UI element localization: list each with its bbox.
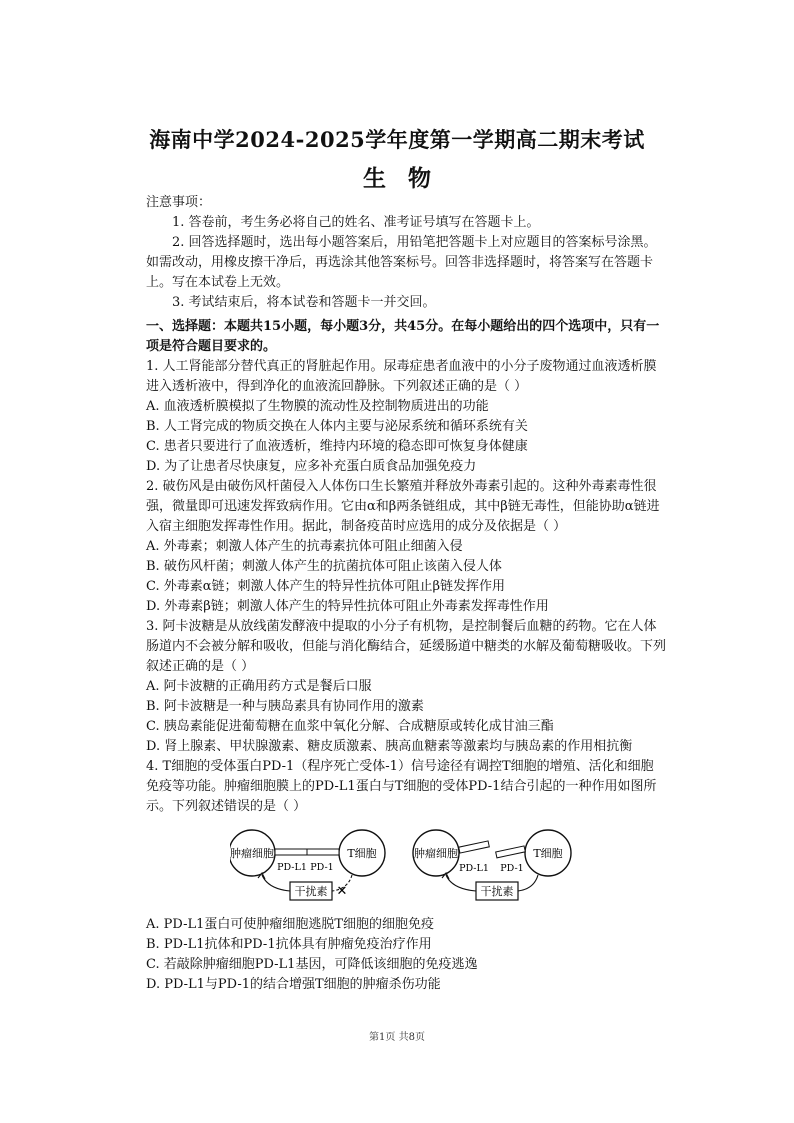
subject-title: 生物 [363,165,453,192]
interferon-label: 干扰素 [294,885,328,898]
note-item: 2. 回答选择题时，选出每小题答案后，用铅笔把答题卡上对应题目的答案标号涂黑。如需改动，用橡皮擦干净后，再选涂其他答案标号。回答非选择题时，将答案写在答题卡上。写在本试卷上无效。 [146,235,657,290]
option-b: B. 阿卡波糖是一种与胰岛素具有协同作用的激素 [146,699,424,714]
option-b: B. 人工肾完成的物质交换在人体内主要与泌尿系统和循环系统有关 [146,419,528,434]
option-c: C. 患者只要进行了血液透析，维持内环境的稳态即可恢复身体健康 [146,439,528,454]
arrow-from-tcell [518,875,538,891]
option-a: A. 外毒素；刺激人体产生的抗毒素抗体可阻止细菌入侵 [146,539,463,554]
pdl1-label: PD-L1 [459,863,489,874]
questions-block [146,317,666,995]
note-item: 1. 答卷前，考生务必将自己的姓名、准考证号填写在答题卡上。 [172,215,540,230]
question-stem: 2. 破伤风是由破伤风杆菌侵入人体伤口生长繁殖并释放外毒素引起的。这种外毒素毒性很强，微量即可迅速发挥致病作用。它由α和β两条链组成，其中β链无毒性，但能协助α链进入宿主细胞发挥毒性作用。据此，制备疫苗时应选用的成分及依据是（ ） [146,479,660,534]
arrow-to-tumor [262,875,290,891]
question-stem: 4. T细胞的受体蛋白PD-1（程序死亡受体-1）信号途径有调控T细胞的增殖、活化和细胞免疫等功能。肿瘤细胞膜上的PD-L1蛋白与T细胞的受体PD-1结合引起的一种作用如图所示。下列叙述错误的是（ ） [146,759,657,814]
notes-block [146,193,666,313]
pd1-figure [230,823,610,909]
pdl1-bar [275,849,307,855]
arrow-head [258,873,265,879]
option-d: D. 肾上腺素、甲状腺激素、糖皮质激素、胰高血糖素等激素均与胰岛素的作用相抗衡 [146,739,633,754]
note-item: 3. 考试结束后，将本试卷和答题卡一并交回。 [172,295,436,310]
option-d: D. PD-L1与PD-1的结合增强T细胞的肿瘤杀伤功能 [146,977,441,992]
option-c: C. 外毒素α链；刺激人体产生的特异性抗体可阻止β链发挥作用 [146,579,506,594]
pdl1-bar [459,841,490,853]
option-a: A. 血液透析膜模拟了生物膜的流动性及控制物质进出的功能 [146,399,489,414]
option-c: C. 胰岛素能促进葡萄糖在血浆中氧化分解、合成糖原或转化成甘油三酯 [146,719,554,734]
arrow-head [442,873,449,879]
pd1-bar [496,846,526,858]
pd1-label: PD-1 [310,862,334,873]
option-d: D. 外毒素β链；刺激人体产生的特异性抗体可阻止外毒素发挥毒性作用 [146,599,549,614]
question-stem: 1. 人工肾能部分替代真正的肾脏起作用。尿毒症患者血液中的小分子废物通过血液透析膜进入透析液中，得到净化的血液流回静脉。下列叙述正确的是（ ） [146,359,657,394]
arrow-to-tumor [446,875,476,891]
pdl1-label: PD-L1 [277,862,307,873]
question-stem: 3. 阿卡波糖是从放线菌发酵液中提取的小分子有机物，是控制餐后血糖的药物。它在人体肠道内不会被分解和吸收，但能与消化酶结合，延缓肠道中糖类的水解及葡萄糖吸收。下列叙述正确的是（ ） [146,619,667,674]
option-d: D. 为了让患者尽快康复，应多补充蛋白质食品加强免疫力 [146,459,477,474]
pd1-label: PD-1 [500,863,524,874]
interferon-label: 干扰素 [480,885,514,898]
option-a: A. 阿卡波糖的正确用药方式是餐后口服 [146,679,372,694]
tumor-cell-label: 肿瘤细胞 [230,847,274,860]
option-b: B. PD-L1抗体和PD-1抗体具有肿瘤免疫治疗作用 [146,937,432,952]
option-b: B. 破伤风杆菌；刺激人体产生的抗菌抗体可阻止该菌入侵人体 [146,559,502,574]
page-footer: 第1页 共8页 [369,1032,425,1043]
t-cell-label: T细胞 [347,847,377,860]
exam-title: 海南中学2024-2025学年度第一学期高二期末考试 [149,127,645,152]
section-heading: 一、选择题：本题共15小题，每小题3分，共45分。在每小题给出的四个选项中，只有一项是符合题目要求的。 [146,319,660,354]
pd1-bar [307,849,339,855]
tumor-cell-label: 肿瘤细胞 [414,847,458,860]
option-c: C. 若敲除肿瘤细胞PD-L1基因，可降低该细胞的免疫逃逸 [146,957,478,972]
block-mark: ✕ [336,884,348,899]
notes-label: 注意事项： [146,195,212,210]
option-a: A. PD-L1蛋白可使肿瘤细胞逃脱T细胞的细胞免疫 [146,917,435,932]
t-cell-label: T细胞 [533,847,563,860]
